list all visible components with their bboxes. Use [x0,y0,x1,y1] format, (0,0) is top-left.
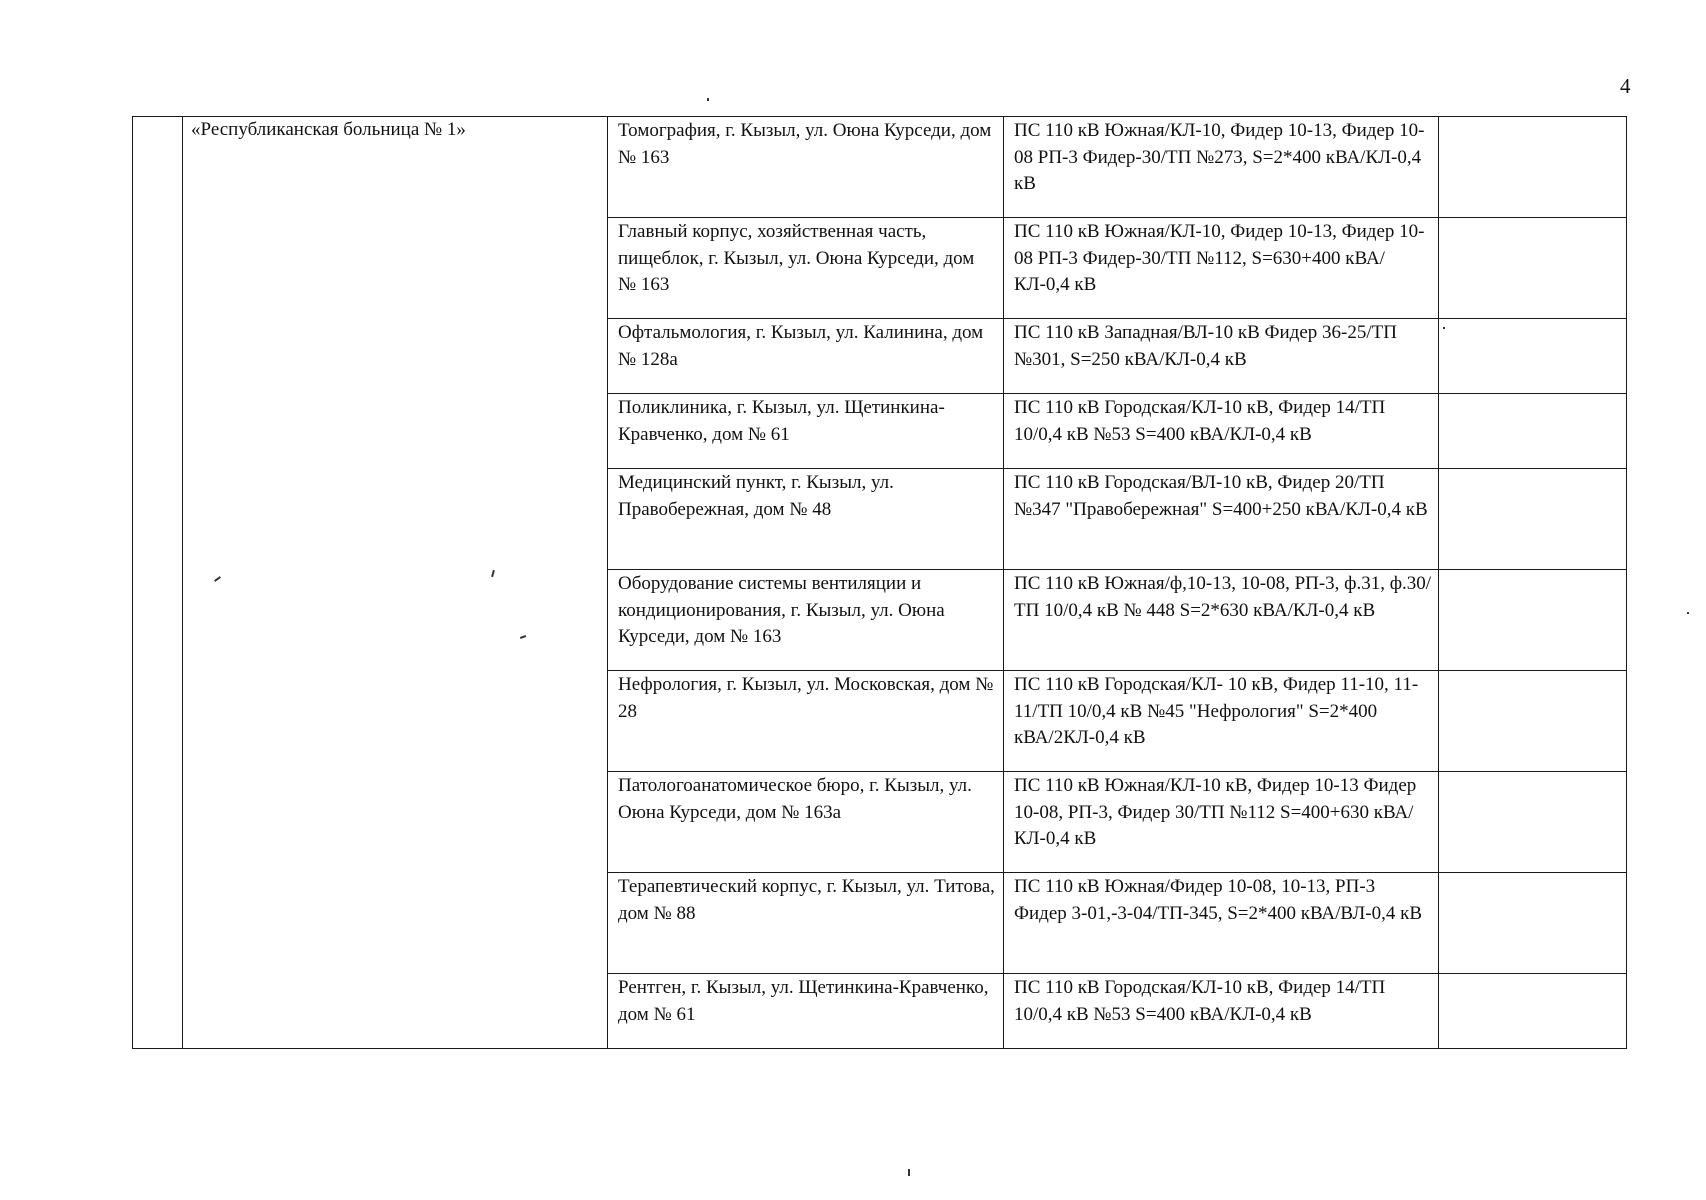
power-supply-cell: ПС 110 кВ Южная/КЛ-10, Фидер 10-13, Фидер 10-08 РП-3 Фидер-30/ТП №112, S=630+400 кВА/КЛ-0,4 кВ [1004,218,1439,319]
number-cell [133,117,183,1049]
note-cell [1439,469,1627,570]
note-cell [1439,671,1627,772]
note-cell [1439,974,1627,1049]
power-supply-cell: ПС 110 кВ Южная/Фидер 10-08, 10-13, РП-3 Фидер 3-01,-3-04/ТП-345, S=2*400 кВА/ВЛ-0,4 кВ [1004,873,1439,974]
scan-speck [1687,612,1689,614]
power-supply-cell: ПС 110 кВ Городская/КЛ-10 кВ, Фидер 14/ТП 10/0,4 кВ №53 S=400 кВА/КЛ-0,4 кВ [1004,394,1439,469]
note-cell [1439,570,1627,671]
address-cell: Медицинский пункт, г. Кызыл, ул. Правобережная, дом № 48 [608,469,1004,570]
address-cell: Оборудование системы вентиляции и кондиционирования, г. Кызыл, ул. Оюна Курседи, дом № 163 [608,570,1004,671]
scan-speck [707,98,709,101]
note-cell [1439,394,1627,469]
address-cell: Рентген, г. Кызыл, ул. Щетинкина-Кравченко, дом № 61 [608,974,1004,1049]
address-cell: Офтальмология, г. Кызыл, ул. Калинина, дом № 128а [608,319,1004,394]
address-cell: Главный корпус, хозяйственная часть, пищеблок, г. Кызыл, ул. Оюна Курседи, дом № 163 [608,218,1004,319]
note-cell [1439,117,1627,218]
note-cell [1439,319,1627,394]
page-number: 4 [1620,74,1631,98]
power-supply-cell: ПС 110 кВ Южная/КЛ-10 кВ, Фидер 10-13 Фидер 10-08, РП-3, Фидер 30/ТП №112 S=400+630 кВА/КЛ-0,4 кВ [1004,772,1439,873]
power-supply-cell: ПС 110 кВ Южная/ф,10-13, 10-08, РП-3, ф.31, ф.30/ТП 10/0,4 кВ № 448 S=2*630 кВА/КЛ-0,4 кВ [1004,570,1439,671]
scan-speck [1443,327,1445,329]
power-supply-cell: ПС 110 кВ Городская/КЛ-10 кВ, Фидер 14/ТП 10/0,4 кВ №53 S=400 кВА/КЛ-0,4 кВ [1004,974,1439,1049]
power-supply-cell: ПС 110 кВ Западная/ВЛ-10 кВ Фидер 36-25/ТП №301, S=250 кВА/КЛ-0,4 кВ [1004,319,1439,394]
address-cell: Нефрология, г. Кызыл, ул. Московская, дом № 28 [608,671,1004,772]
power-supply-cell: ПС 110 кВ Южная/КЛ-10, Фидер 10-13, Фидер 10-08 РП-3 Фидер-30/ТП №273, S=2*400 кВА/КЛ-0,4 кВ [1004,117,1439,218]
power-supply-cell: ПС 110 кВ Городская/ВЛ-10 кВ, Фидер 20/ТП №347 "Правобережная" S=400+250 кВА/КЛ-0,4 кВ [1004,469,1439,570]
table-row [133,117,1627,218]
address-cell: Томография, г. Кызыл, ул. Оюна Курседи, дом № 163 [608,117,1004,218]
address-cell: Патологоанатомическое бюро, г. Кызыл, ул. Оюна Курседи, дом № 163а [608,772,1004,873]
organization-cell: «Республиканская больница № 1» [183,117,608,1049]
address-cell: Поликлиника, г. Кызыл, ул. Щетинкина-Кравченко, дом № 61 [608,394,1004,469]
power-supply-cell: ПС 110 кВ Городская/КЛ- 10 кВ, Фидер 11-10, 11-11/ТП 10/0,4 кВ №45 "Нефрология" S=2*400 кВА/2КЛ-0,4 кВ [1004,671,1439,772]
address-cell: Терапевтический корпус, г. Кызыл, ул. Титова, дом № 88 [608,873,1004,974]
note-cell [1439,873,1627,974]
note-cell [1439,772,1627,873]
scan-speck [908,1169,910,1176]
note-cell [1439,218,1627,319]
hospital-power-table [132,116,1627,1049]
